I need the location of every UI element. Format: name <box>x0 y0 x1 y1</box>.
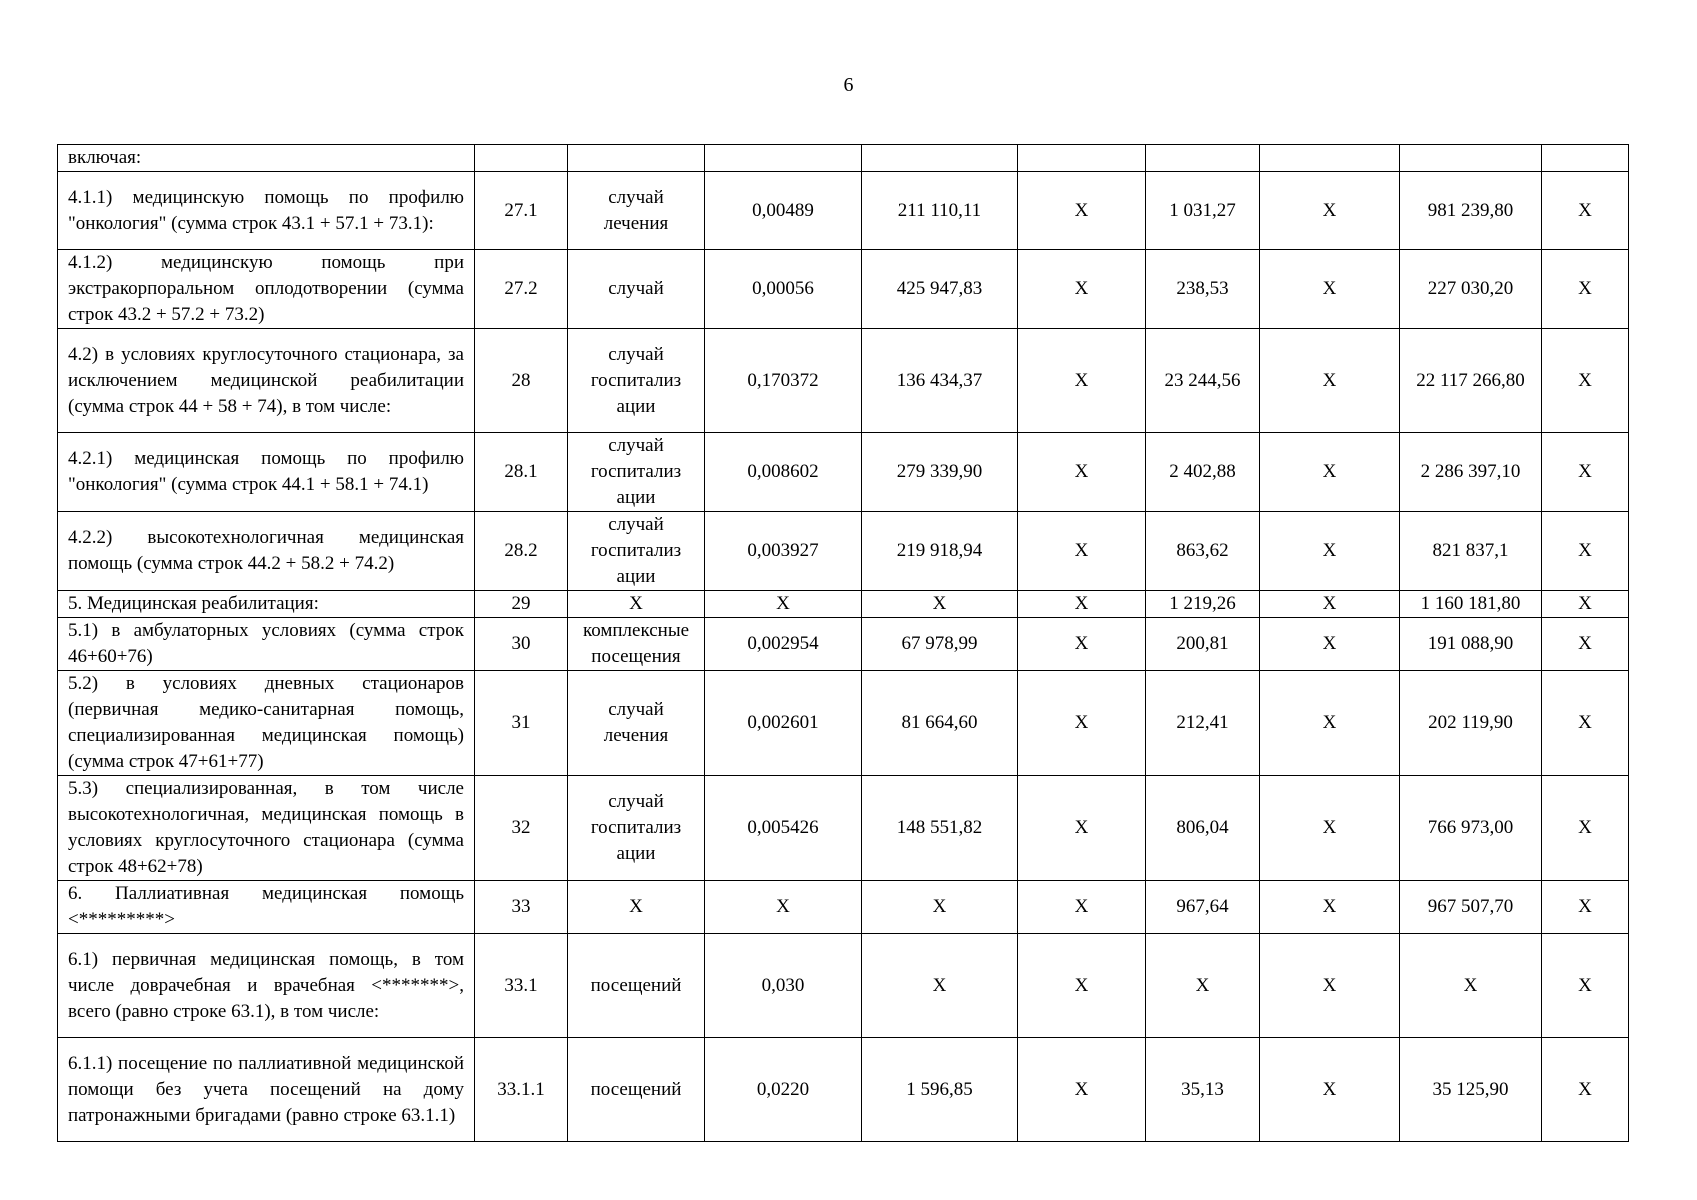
norm-cell: 0,00489 <box>705 172 862 250</box>
norm-cell: 0,005426 <box>705 776 862 881</box>
col-9-cell: X <box>1400 934 1542 1038</box>
col-6-cell: X <box>1018 934 1146 1038</box>
col-6-cell <box>1018 145 1146 172</box>
row-name-cell: 6.1) первичная медицинская помощь, в том числе доврачебная и врачебная <*******>, всего (равно строке 63.1), в том числе: <box>58 934 475 1038</box>
col-9-cell: 981 239,80 <box>1400 172 1542 250</box>
cost-cell: 148 551,82 <box>862 776 1018 881</box>
col-6-cell: X <box>1018 250 1146 329</box>
col-7-cell: 238,53 <box>1146 250 1260 329</box>
norm-cell: 0,030 <box>705 934 862 1038</box>
unit-cell: X <box>568 591 705 618</box>
col-9-cell: 1 160 181,80 <box>1400 591 1542 618</box>
unit-cell: комплексные посещения <box>568 618 705 671</box>
col-8-cell: X <box>1260 1038 1400 1142</box>
col-10-cell: X <box>1542 172 1629 250</box>
cost-cell <box>862 145 1018 172</box>
cost-cell: 425 947,83 <box>862 250 1018 329</box>
row-name-cell: 5.1) в амбулаторных условиях (сумма строк 46+60+76) <box>58 618 475 671</box>
page-number: 6 <box>843 74 854 96</box>
col-6-cell: X <box>1018 433 1146 512</box>
col-6-cell: X <box>1018 591 1146 618</box>
col-8-cell: X <box>1260 776 1400 881</box>
col-9-cell: 202 119,90 <box>1400 671 1542 776</box>
table-row <box>58 329 1629 433</box>
row-name-cell: 4.1.1) медицинскую помощь по профилю "онкология" (сумма строк 43.1 + 57.1 + 73.1): <box>58 172 475 250</box>
col-10-cell <box>1542 145 1629 172</box>
unit-cell: случай госпитализ ации <box>568 776 705 881</box>
norm-cell: X <box>705 881 862 934</box>
col-10-cell: X <box>1542 512 1629 591</box>
norm-cell: 0,0220 <box>705 1038 862 1142</box>
col-8-cell: X <box>1260 618 1400 671</box>
col-8-cell: X <box>1260 172 1400 250</box>
unit-cell: случай лечения <box>568 172 705 250</box>
col-9-cell: 191 088,90 <box>1400 618 1542 671</box>
line-number-cell: 28.2 <box>475 512 568 591</box>
line-number-cell: 27.1 <box>475 172 568 250</box>
col-9-cell: 967 507,70 <box>1400 881 1542 934</box>
table-row <box>58 671 1629 776</box>
col-10-cell: X <box>1542 881 1629 934</box>
table-row <box>58 618 1629 671</box>
col-7-cell: 967,64 <box>1146 881 1260 934</box>
col-10-cell: X <box>1542 1038 1629 1142</box>
table-row <box>58 881 1629 934</box>
col-10-cell: X <box>1542 591 1629 618</box>
row-name-cell: включая: <box>58 145 475 172</box>
unit-cell: посещений <box>568 1038 705 1142</box>
col-6-cell: X <box>1018 512 1146 591</box>
norm-cell: 0,00056 <box>705 250 862 329</box>
col-8-cell: X <box>1260 512 1400 591</box>
table-body <box>58 145 1629 1142</box>
unit-cell: X <box>568 881 705 934</box>
col-8-cell: X <box>1260 671 1400 776</box>
cost-cell: 81 664,60 <box>862 671 1018 776</box>
col-10-cell: X <box>1542 329 1629 433</box>
line-number-cell: 32 <box>475 776 568 881</box>
cost-cell: 211 110,11 <box>862 172 1018 250</box>
line-number-cell: 33.1 <box>475 934 568 1038</box>
table-row <box>58 250 1629 329</box>
col-7-cell: 23 244,56 <box>1146 329 1260 433</box>
col-10-cell: X <box>1542 776 1629 881</box>
row-name-cell: 5. Медицинская реабилитация: <box>58 591 475 618</box>
col-9-cell: 35 125,90 <box>1400 1038 1542 1142</box>
col-6-cell: X <box>1018 618 1146 671</box>
col-7-cell: 1 219,26 <box>1146 591 1260 618</box>
norm-cell: 0,003927 <box>705 512 862 591</box>
col-8-cell: X <box>1260 591 1400 618</box>
line-number-cell: 30 <box>475 618 568 671</box>
col-8-cell: X <box>1260 329 1400 433</box>
col-9-cell: 227 030,20 <box>1400 250 1542 329</box>
col-7-cell <box>1146 145 1260 172</box>
col-9-cell: 766 973,00 <box>1400 776 1542 881</box>
norm-cell <box>705 145 862 172</box>
cost-cell: 1 596,85 <box>862 1038 1018 1142</box>
cost-cell: X <box>862 934 1018 1038</box>
row-name-cell: 4.2.2) высокотехнологичная медицинская помощь (сумма строк 44.2 + 58.2 + 74.2) <box>58 512 475 591</box>
row-name-cell: 4.2.1) медицинская помощь по профилю "онкология" (сумма строк 44.1 + 58.1 + 74.1) <box>58 433 475 512</box>
table-row <box>58 934 1629 1038</box>
data-table <box>57 144 1629 1142</box>
col-6-cell: X <box>1018 776 1146 881</box>
col-8-cell <box>1260 145 1400 172</box>
unit-cell <box>568 145 705 172</box>
row-name-cell: 6. Паллиативная медицинская помощь <*********> <box>58 881 475 934</box>
norm-cell: X <box>705 591 862 618</box>
col-7-cell: 35,13 <box>1146 1038 1260 1142</box>
table-row <box>58 1038 1629 1142</box>
col-10-cell: X <box>1542 934 1629 1038</box>
unit-cell: случай госпитализ ации <box>568 329 705 433</box>
col-9-cell <box>1400 145 1542 172</box>
line-number-cell: 31 <box>475 671 568 776</box>
col-7-cell: 212,41 <box>1146 671 1260 776</box>
line-number-cell: 33.1.1 <box>475 1038 568 1142</box>
col-10-cell: X <box>1542 618 1629 671</box>
col-6-cell: X <box>1018 881 1146 934</box>
col-7-cell: X <box>1146 934 1260 1038</box>
col-10-cell: X <box>1542 671 1629 776</box>
col-6-cell: X <box>1018 1038 1146 1142</box>
col-9-cell: 821 837,1 <box>1400 512 1542 591</box>
cost-cell: 67 978,99 <box>862 618 1018 671</box>
cost-cell: X <box>862 881 1018 934</box>
cost-cell: X <box>862 591 1018 618</box>
col-8-cell: X <box>1260 433 1400 512</box>
line-number-cell <box>475 145 568 172</box>
unit-cell: посещений <box>568 934 705 1038</box>
col-6-cell: X <box>1018 329 1146 433</box>
col-6-cell: X <box>1018 671 1146 776</box>
row-name-cell: 5.3) специализированная, в том числе высокотехнологичная, медицинская помощь в условиях круглосуточного стационара (сумма строк 48+62+78) <box>58 776 475 881</box>
unit-cell: случай лечения <box>568 671 705 776</box>
unit-cell: случай <box>568 250 705 329</box>
col-7-cell: 2 402,88 <box>1146 433 1260 512</box>
line-number-cell: 28.1 <box>475 433 568 512</box>
table-row <box>58 145 1629 172</box>
unit-cell: случай госпитализ ации <box>568 512 705 591</box>
col-8-cell: X <box>1260 881 1400 934</box>
col-9-cell: 22 117 266,80 <box>1400 329 1542 433</box>
norm-cell: 0,008602 <box>705 433 862 512</box>
table-row <box>58 172 1629 250</box>
norm-cell: 0,002954 <box>705 618 862 671</box>
col-8-cell: X <box>1260 250 1400 329</box>
col-6-cell: X <box>1018 172 1146 250</box>
table-row <box>58 776 1629 881</box>
col-9-cell: 2 286 397,10 <box>1400 433 1542 512</box>
table-row <box>58 512 1629 591</box>
row-name-cell: 5.2) в условиях дневных стационаров (первичная медико-санитарная помощь, специализированная медицинская помощь) (сумма строк 47+61+77) <box>58 671 475 776</box>
norm-cell: 0,002601 <box>705 671 862 776</box>
line-number-cell: 28 <box>475 329 568 433</box>
table-row <box>58 591 1629 618</box>
col-8-cell: X <box>1260 934 1400 1038</box>
row-name-cell: 4.2) в условиях круглосуточного стационара, за исключением медицинской реабилитации (сумма строк 44 + 58 + 74), в том числе: <box>58 329 475 433</box>
norm-cell: 0,170372 <box>705 329 862 433</box>
row-name-cell: 6.1.1) посещение по паллиативной медицинской помощи без учета посещений на дому патронажными бригадами (равно строке 63.1.1) <box>58 1038 475 1142</box>
col-10-cell: X <box>1542 433 1629 512</box>
line-number-cell: 29 <box>475 591 568 618</box>
col-7-cell: 200,81 <box>1146 618 1260 671</box>
line-number-cell: 33 <box>475 881 568 934</box>
col-7-cell: 806,04 <box>1146 776 1260 881</box>
table-row <box>58 433 1629 512</box>
col-7-cell: 863,62 <box>1146 512 1260 591</box>
cost-cell: 219 918,94 <box>862 512 1018 591</box>
line-number-cell: 27.2 <box>475 250 568 329</box>
col-10-cell: X <box>1542 250 1629 329</box>
cost-cell: 279 339,90 <box>862 433 1018 512</box>
col-7-cell: 1 031,27 <box>1146 172 1260 250</box>
row-name-cell: 4.1.2) медицинскую помощь при экстракорпоральном оплодотворении (сумма строк 43.2 + 57.2 + 73.2) <box>58 250 475 329</box>
unit-cell: случай госпитализ ации <box>568 433 705 512</box>
cost-cell: 136 434,37 <box>862 329 1018 433</box>
